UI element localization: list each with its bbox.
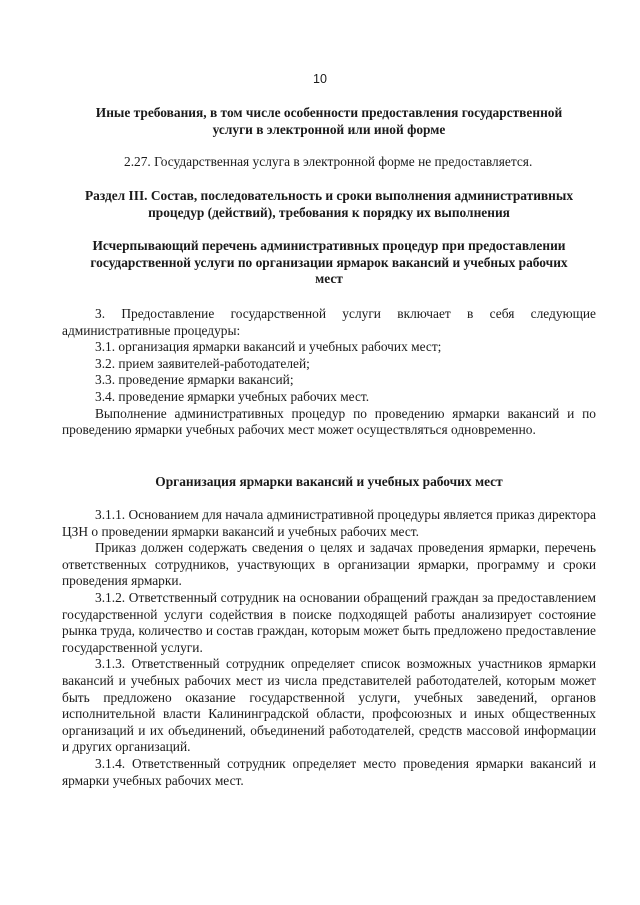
paragraph-text: 2.27. Государственная услуга в электронной форме не предоставляется. (124, 154, 533, 169)
heading-line: государственной услуги по организации ярмарок вакансий и учебных рабочих (90, 254, 568, 270)
paragraph-simultaneous: Выполнение административных процедур по проведению ярмарки вакансий и по проведению ярмарки учебных рабочих мест может осуществляться одновременно. (62, 405, 596, 438)
heading-line: процедур (действий), требования к порядку их выполнения (148, 204, 510, 220)
paragraph-3-1-2: 3.1.2. Ответственный сотрудник на основании обращений граждан за предоставлением государственной услуги содействия в поиске подходящей работы анализирует состояние рынка труда, количество и состав граждан, которым может быть предложено предоставление государственной услуги. (62, 589, 596, 655)
heading-procedures-list (62, 238, 596, 288)
page-number: 10 (313, 72, 327, 86)
list-item: 3.3. проведение ярмарки вакансий; (95, 372, 294, 388)
list-item: 3.2. прием заявителей-работодателей; (95, 355, 310, 371)
paragraph-order: Приказ должен содержать сведения о целях и задачах проведения ярмарки, перечень ответственных сотрудников, участвующих в организации ярмарки, программу и сроки проведения ярмарки. (62, 540, 596, 589)
heading-line: Иные требования, в том числе особенности предоставления государственной (95, 105, 563, 120)
heading-other-requirements (62, 105, 596, 138)
paragraph-3-1-4: 3.1.4. Ответственный сотрудник определяет место проведения ярмарки вакансий и ярмарки учебных рабочих мест. (62, 755, 596, 788)
section-3-heading (62, 188, 596, 221)
paragraph-2-27 (62, 154, 596, 171)
heading-fair-organization (62, 474, 596, 491)
heading-line: Организация ярмарки вакансий и учебных рабочих мест (155, 474, 503, 489)
heading-line: Раздел III. Состав, последовательность и сроки выполнения административных (84, 188, 574, 203)
fair-organization-block (62, 507, 596, 789)
list-item: 3.4. проведение ярмарки учебных рабочих мест. (95, 388, 370, 404)
list-item: 3.1. организация ярмарки вакансий и учебных рабочих мест; (95, 339, 442, 355)
heading-line: мест (315, 271, 343, 287)
heading-line: услуги в электронной или иной форме (212, 121, 446, 137)
paragraph-3-1-3: 3.1.3. Ответственный сотрудник определяет список возможных участников ярмарки вакансий и учебных рабочих мест из числа представителей работодателей, которым может быть предложено оказание государственной услуги, учебных заведений, органов исполнительной власти Калининградской области, профсоюзных и иных общественных организаций и их объединений, объединений работодателей, средств массовой информации и других организаций. (62, 656, 596, 755)
paragraph-3-1-1: 3.1.1. Основанием для начала административной процедуры является приказ директора ЦЗН о проведении ярмарки вакансий и учебных рабочих мест. (62, 507, 596, 539)
procedures-block (62, 306, 596, 439)
paragraph-3: 3. Предоставление государственной услуги включает в себя следующие административные процедуры: (62, 306, 596, 338)
heading-line: Исчерпывающий перечень административных процедур при предоставлении (92, 238, 566, 253)
